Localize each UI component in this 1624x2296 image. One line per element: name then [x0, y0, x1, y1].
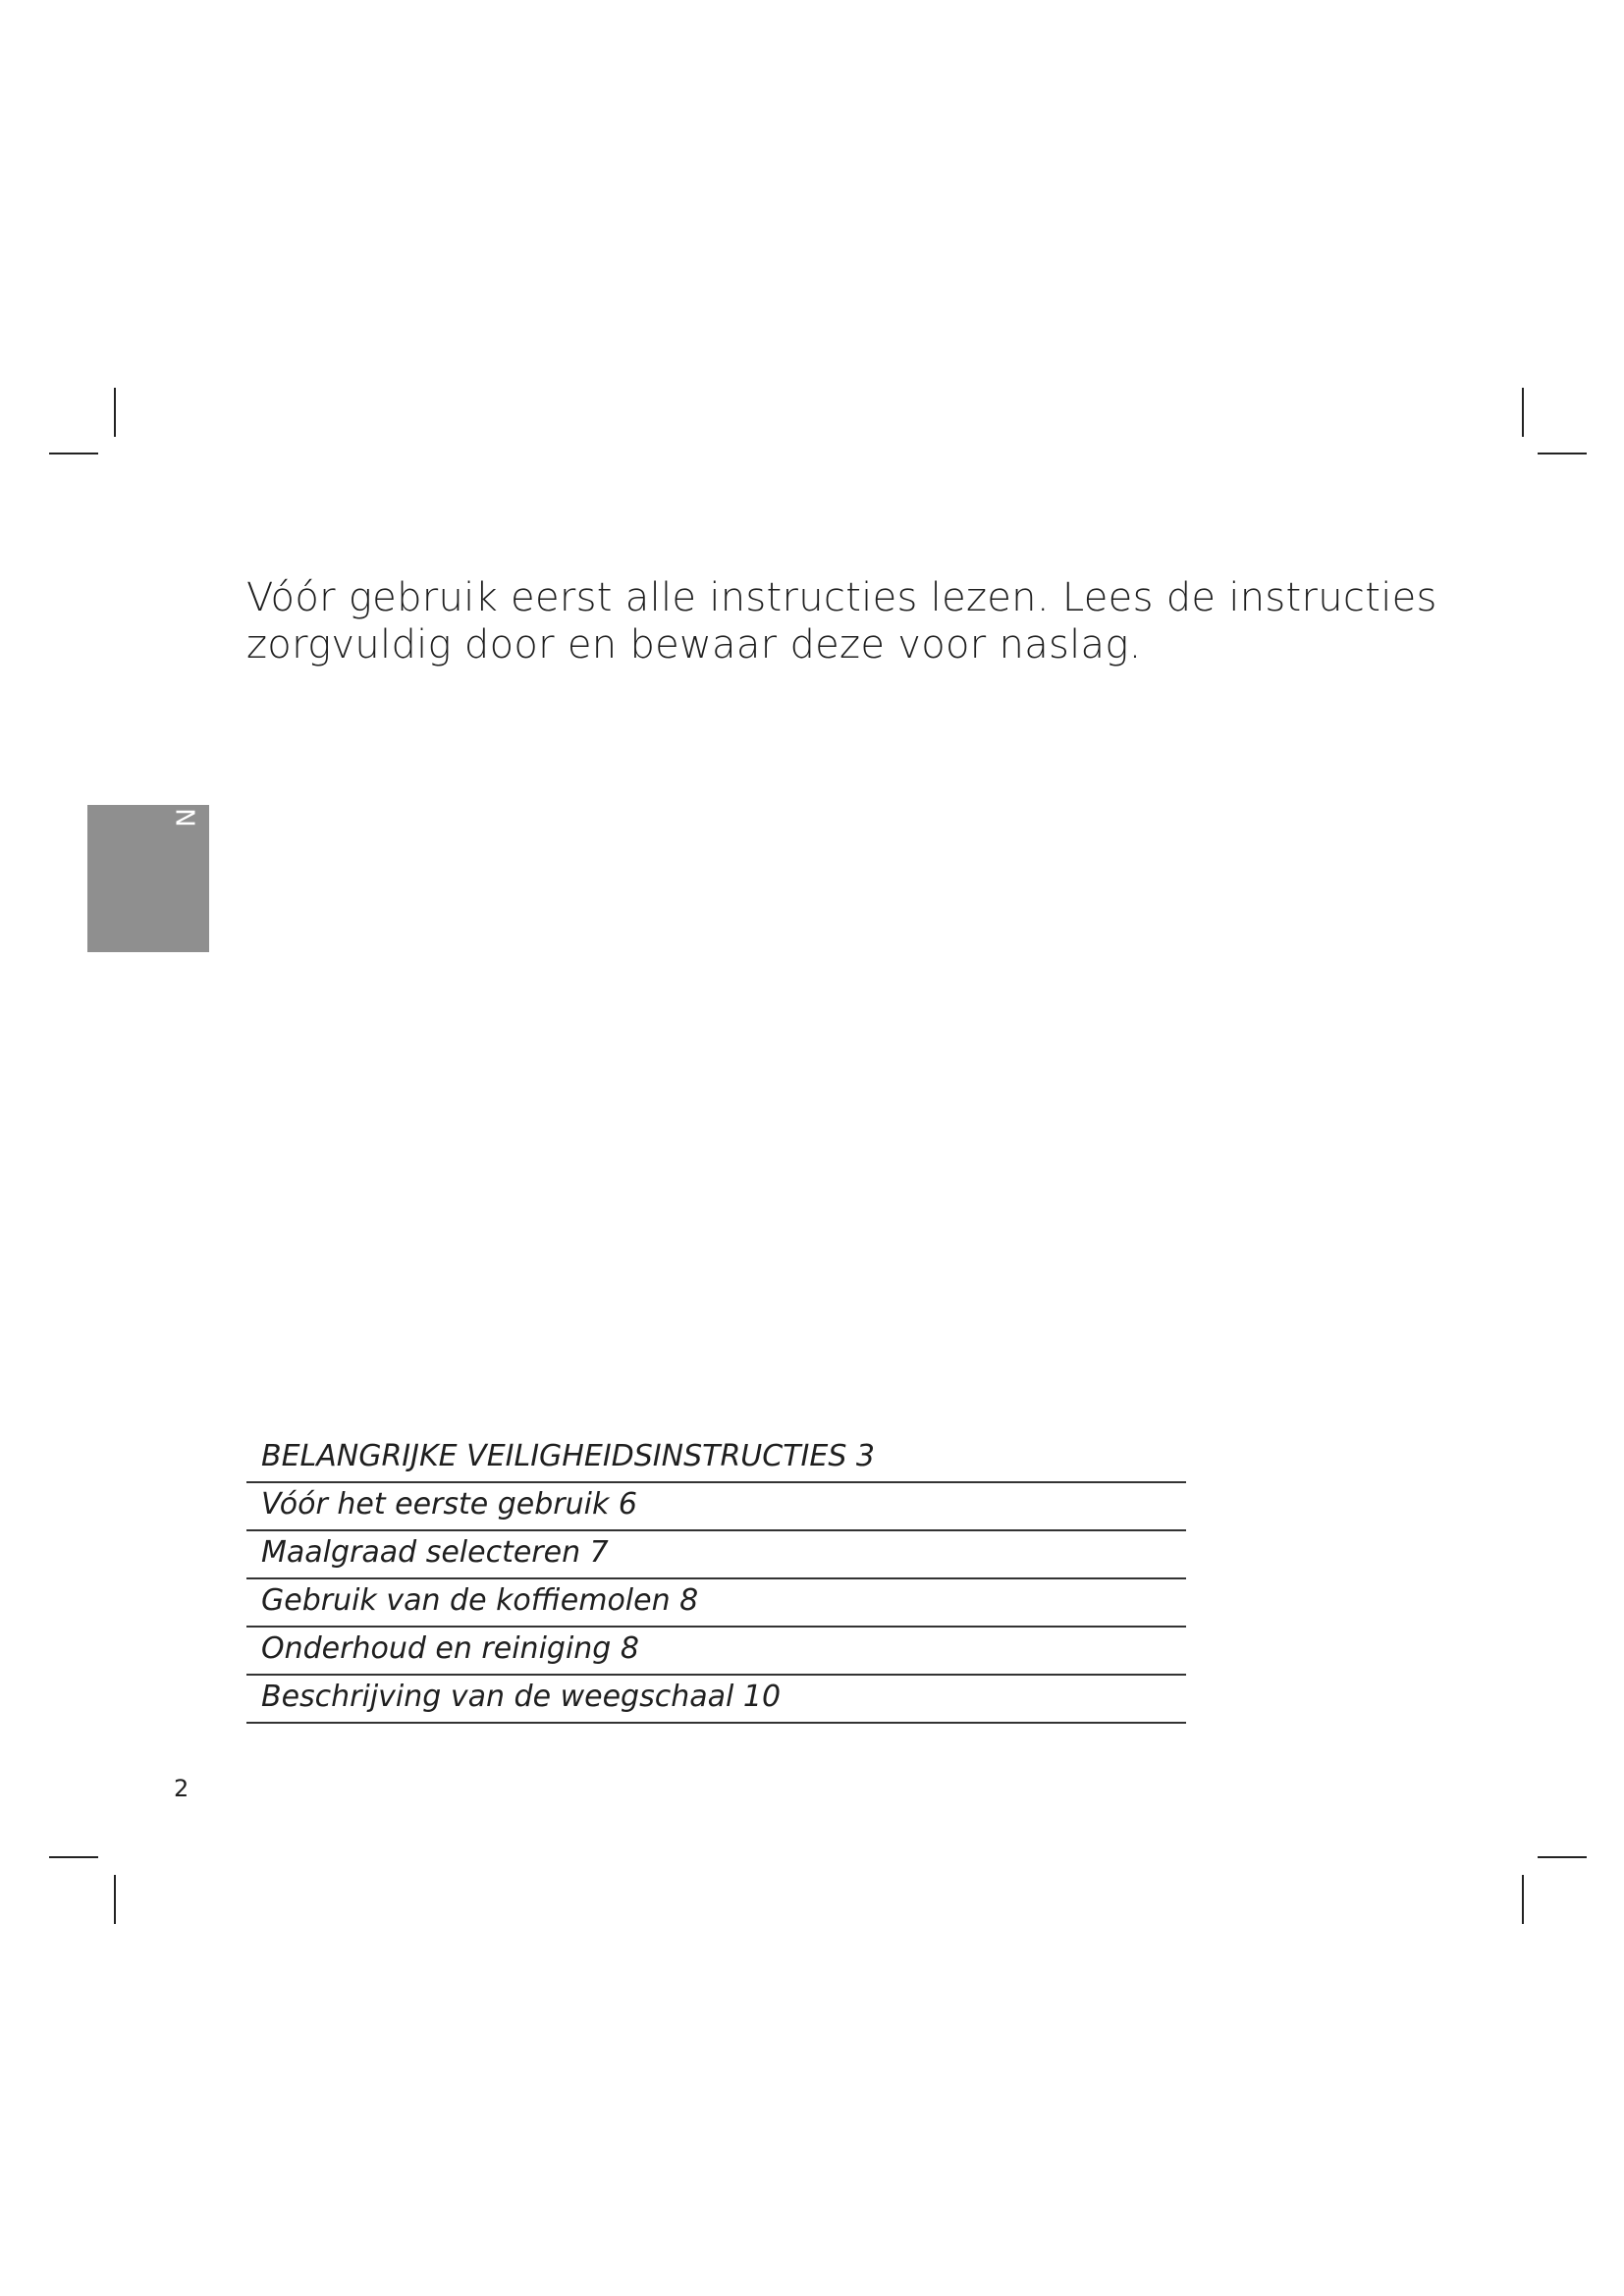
- toc-item[interactable]: Gebruik van de koffiemolen 8: [246, 1579, 1186, 1628]
- intro-line-2: zorgvuldig door en bewaar deze voor naslag.: [246, 622, 1142, 667]
- toc-item[interactable]: Beschrijving van de weegschaal 10: [246, 1676, 1186, 1724]
- toc-item[interactable]: Vóór het eerste gebruik 6: [246, 1483, 1186, 1531]
- language-code: N: [169, 808, 199, 828]
- crop-mark-bottom-left-vertical: [114, 1875, 116, 1924]
- crop-mark-top-right-vertical: [1522, 388, 1524, 437]
- toc-item[interactable]: Maalgraad selecteren 7: [246, 1531, 1186, 1579]
- toc-item[interactable]: BELANGRIJKE VEILIGHEIDSINSTRUCTIES 3: [246, 1435, 1186, 1483]
- intro-line-1: Vóór gebruik eerst alle instructies lezen. Lees de instructies: [246, 575, 1437, 620]
- page-number: 2: [174, 1775, 189, 1802]
- crop-mark-top-right-horizontal: [1538, 453, 1587, 454]
- crop-mark-top-left-vertical: [114, 388, 116, 437]
- crop-mark-bottom-left-horizontal: [49, 1856, 98, 1858]
- crop-mark-bottom-right-horizontal: [1538, 1856, 1587, 1858]
- language-tab: [87, 805, 209, 952]
- crop-mark-bottom-right-vertical: [1522, 1875, 1524, 1924]
- crop-mark-top-left-horizontal: [49, 453, 98, 454]
- intro-paragraph: [246, 574, 1474, 668]
- toc-item[interactable]: Onderhoud en reiniging 8: [246, 1628, 1186, 1676]
- table-of-contents: [246, 1435, 1186, 1724]
